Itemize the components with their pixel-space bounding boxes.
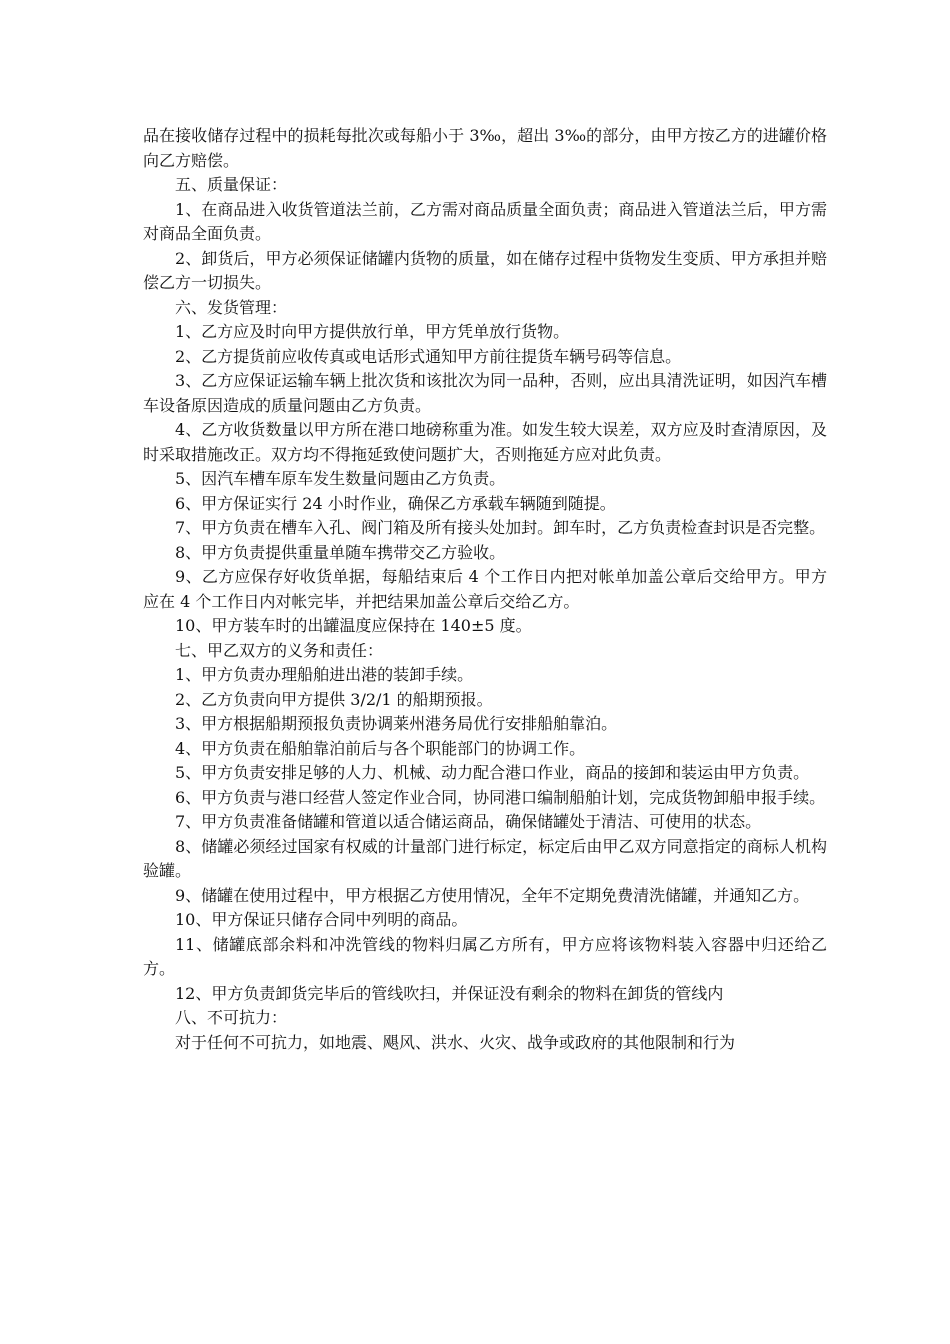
paragraph: 1、甲方负责办理船舶进出港的装卸手续。 (175, 665, 474, 684)
paragraph: 10、甲方装车时的出罐温度应保持在 140±5 度。 (175, 616, 532, 635)
paragraph: 4、甲方负责在船舶靠泊前后与各个职能部门的协调工作。 (175, 738, 586, 758)
paragraph: 5、甲方负责安排足够的人力、机械、动力配合港口作业，商品的接卸和装运由甲方负责。 (175, 763, 810, 782)
section-heading-quality: 五、质量保证： (175, 175, 288, 194)
paragraph: 7、甲方负责准备储罐和管道以适合储运商品，确保储罐处于清洁、可使用的状态。 (175, 812, 762, 831)
paragraph: 4、乙方收货数量以甲方所在港口地磅称重为准。如发生较大误差，双方应及时查清原因，及时采取措施改正。双方均不得拖延致使问题扩大，否则拖延方应对此负责。 (143, 420, 827, 464)
paragraph: 6、甲方负责与港口经营人签定作业合同，协同港口编制船舶计划，完成货物卸船申报手续。 (175, 787, 826, 807)
paragraph: 5、因汽车槽车原车发生数量问题由乙方负责。 (175, 469, 506, 488)
paragraph: 12、甲方负责卸货完毕后的管线吹扫，并保证没有剩余的物料在卸货的管线内 (175, 983, 724, 1003)
paragraph: 6、甲方保证实行 24 小时作业，确保乙方承载车辆随到随提。 (175, 493, 616, 513)
paragraph: 8、甲方负责提供重量单随车携带交乙方验收。 (175, 542, 506, 562)
paragraph: 2、卸货后，甲方必须保证储罐内货物的质量，如在储存过程中货物发生变质、甲方承担并赔偿乙方一切损失。 (143, 248, 827, 292)
section-heading-obligations: 七、甲乙双方的义务和责任： (175, 640, 384, 660)
paragraph: 9、储罐在使用过程中，甲方根据乙方使用情况，全年不定期免费清洗储罐，并通知乙方。 (175, 885, 810, 905)
section-heading-force-majeure: 八、不可抗力： (175, 1008, 288, 1027)
paragraph: 3、甲方根据船期预报负责协调莱州港务局优行安排船舶靠泊。 (175, 714, 618, 733)
paragraph: 2、乙方提货前应收传真或电话形式通知甲方前往提货车辆号码等信息。 (175, 346, 682, 366)
paragraph: 3、乙方应保证运输车辆上批次货和该批次为同一品种，否则，应出具清洗证明，如因汽车槽车设备原因造成的质量问题由乙方负责。 (143, 371, 827, 415)
paragraph: 品在接收储存过程中的损耗每批次或每船小于 3‰，超出 3‰的部分，由甲方按乙方的进罐价格向乙方赔偿。 (143, 126, 827, 170)
paragraph: 11、储罐底部余料和冲洗管线的物料归属乙方所有，甲方应将该物料装入容器中归还给乙方。 (143, 934, 827, 978)
paragraph: 2、乙方负责向甲方提供 3/2/1 的船期预报。 (175, 689, 493, 709)
paragraph: 7、甲方负责在槽车入孔、阀门箱及所有接头处加封。卸车时，乙方负责检查封识是否完整。 (175, 518, 826, 537)
paragraph: 1、乙方应及时向甲方提供放行单，甲方凭单放行货物。 (175, 322, 570, 341)
paragraph: 10、甲方保证只储存合同中列明的商品。 (175, 910, 468, 929)
paragraph: 9、乙方应保存好收货单据，每船结束后 4 个工作日内把对帐单加盖公章后交给甲方。甲方应在 4 个工作日内对帐完毕，并把结果加盖公章后交给乙方。 (143, 567, 827, 611)
paragraph: 1、在商品进入收货管道法兰前，乙方需对商品质量全面负责；商品进入管道法兰后，甲方需对商品全面负责。 (143, 199, 827, 243)
paragraph: 8、储罐必须经过国家有权威的计量部门进行标定，标定后由甲乙双方同意指定的商标人机构验罐。 (143, 836, 827, 880)
document-body (143, 124, 827, 1055)
section-heading-shipping: 六、发货管理： (175, 297, 288, 317)
paragraph: 对于任何不可抗力，如地震、飓风、洪水、火灾、战争或政府的其他限制和行为 (175, 1032, 736, 1052)
